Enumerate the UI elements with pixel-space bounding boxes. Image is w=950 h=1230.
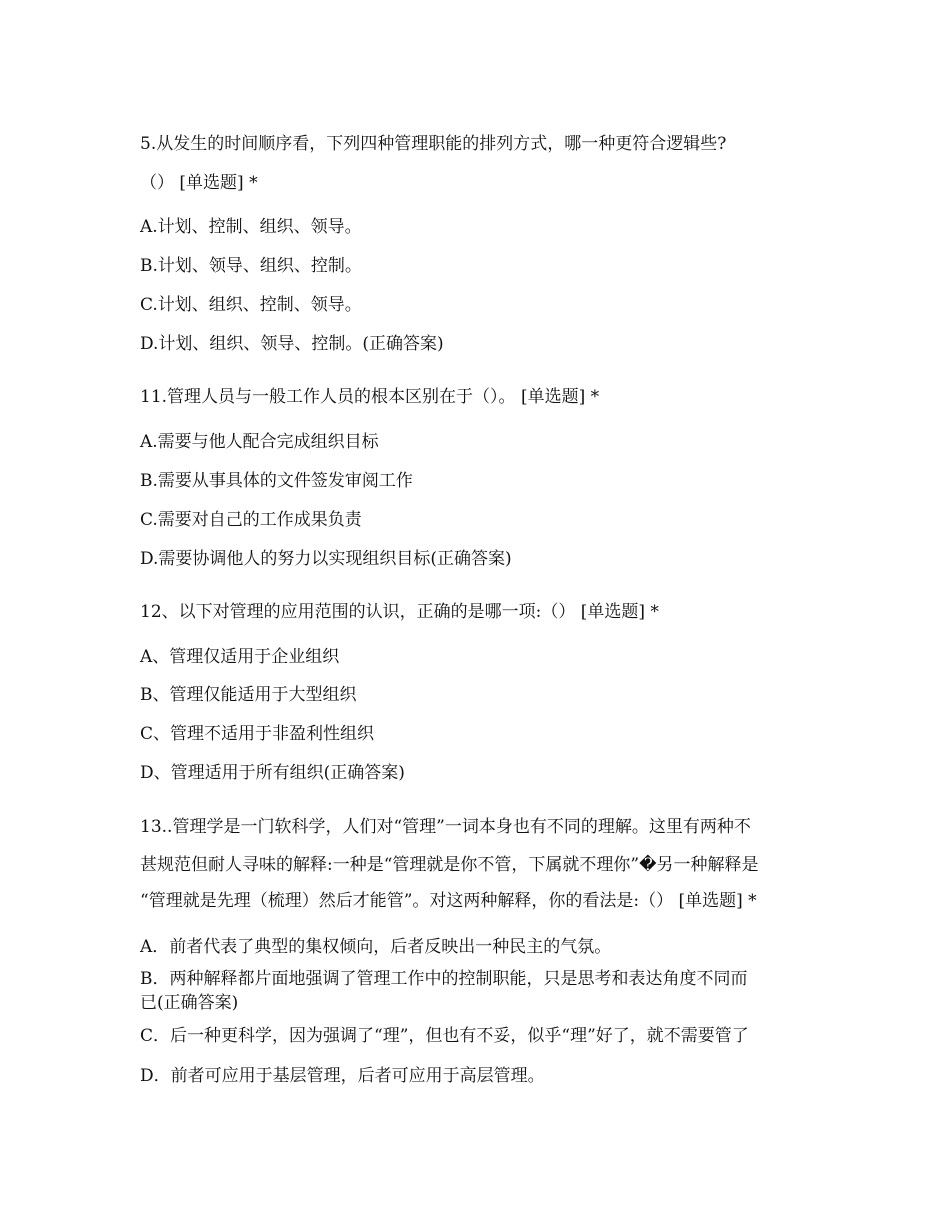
question-12-option-a[interactable]: A、管理仅适用于企业组织 <box>140 647 340 667</box>
question-5-option-b[interactable]: B.计划、领导、组织、控制。 <box>140 256 362 276</box>
question-11-option-c[interactable]: C.需要对自己的工作成果负责 <box>140 510 362 530</box>
question-13-option-a[interactable]: A．前者代表了典型的集权倾向，后者反映出一种民主的气氛。 <box>140 937 612 957</box>
question-11-option-b[interactable]: B.需要从事具体的文件签发审阅工作 <box>140 471 413 491</box>
question-13-stem-line-2: 甚规范但耐人寻味的解释:一种是“管理就是你不管，下属就不理你”�另一种解释是 <box>140 855 759 875</box>
question-13-stem-line-1: 13..管理学是一门软科学，人们对“管理”一词本身也有不同的理解。这里有两种不 <box>140 817 751 837</box>
question-5-stem-line-2: （） [单选题] * <box>140 173 258 193</box>
question-11-stem: 11.管理人员与一般工作人员的根本区别在于（）。 [单选题] * <box>140 387 600 407</box>
question-13-option-b-line-2[interactable]: 已(正确答案) <box>140 993 239 1013</box>
question-12-option-b[interactable]: B、管理仅能适用于大型组织 <box>140 685 357 705</box>
question-5-stem-line-1: 5.从发生的时间顺序看，下列四种管理职能的排列方式，哪一种更符合逻辑些? <box>140 134 727 154</box>
question-5-option-d[interactable]: D.计划、组织、领导、控制。(正确答案) <box>140 334 444 354</box>
question-12-option-c[interactable]: C、管理不适用于非盈利性组织 <box>140 724 375 744</box>
question-11-option-d[interactable]: D.需要协调他人的努力以实现组织目标(正确答案) <box>140 549 512 569</box>
question-13-option-c[interactable]: C．后一种更科学，因为强调了“理”，但也有不妥，似乎“理”好了，就不需要管了 <box>140 1026 749 1046</box>
question-13-option-b-line-1[interactable]: B．两种解释都片面地强调了管理工作中的控制职能，只是思考和表达角度不同而 <box>140 969 748 989</box>
question-11-option-a[interactable]: A.需要与他人配合完成组织目标 <box>140 432 379 452</box>
question-13-option-d[interactable]: D．前者可应用于基层管理，后者可应用于高层管理。 <box>140 1066 545 1086</box>
question-13-stem-line-3: “管理就是先理（梳理）然后才能管”。对这两种解释，你的看法是:（） [单选题] * <box>140 891 757 911</box>
question-12-option-d[interactable]: D、管理适用于所有组织(正确答案) <box>140 763 405 783</box>
question-5-option-a[interactable]: A.计划、控制、组织、领导。 <box>140 217 362 237</box>
question-5-option-c[interactable]: C.计划、组织、控制、领导。 <box>140 295 362 315</box>
question-12-stem: 12、以下对管理的应用范围的认识，正确的是哪一项:（） [单选题] * <box>140 602 659 622</box>
